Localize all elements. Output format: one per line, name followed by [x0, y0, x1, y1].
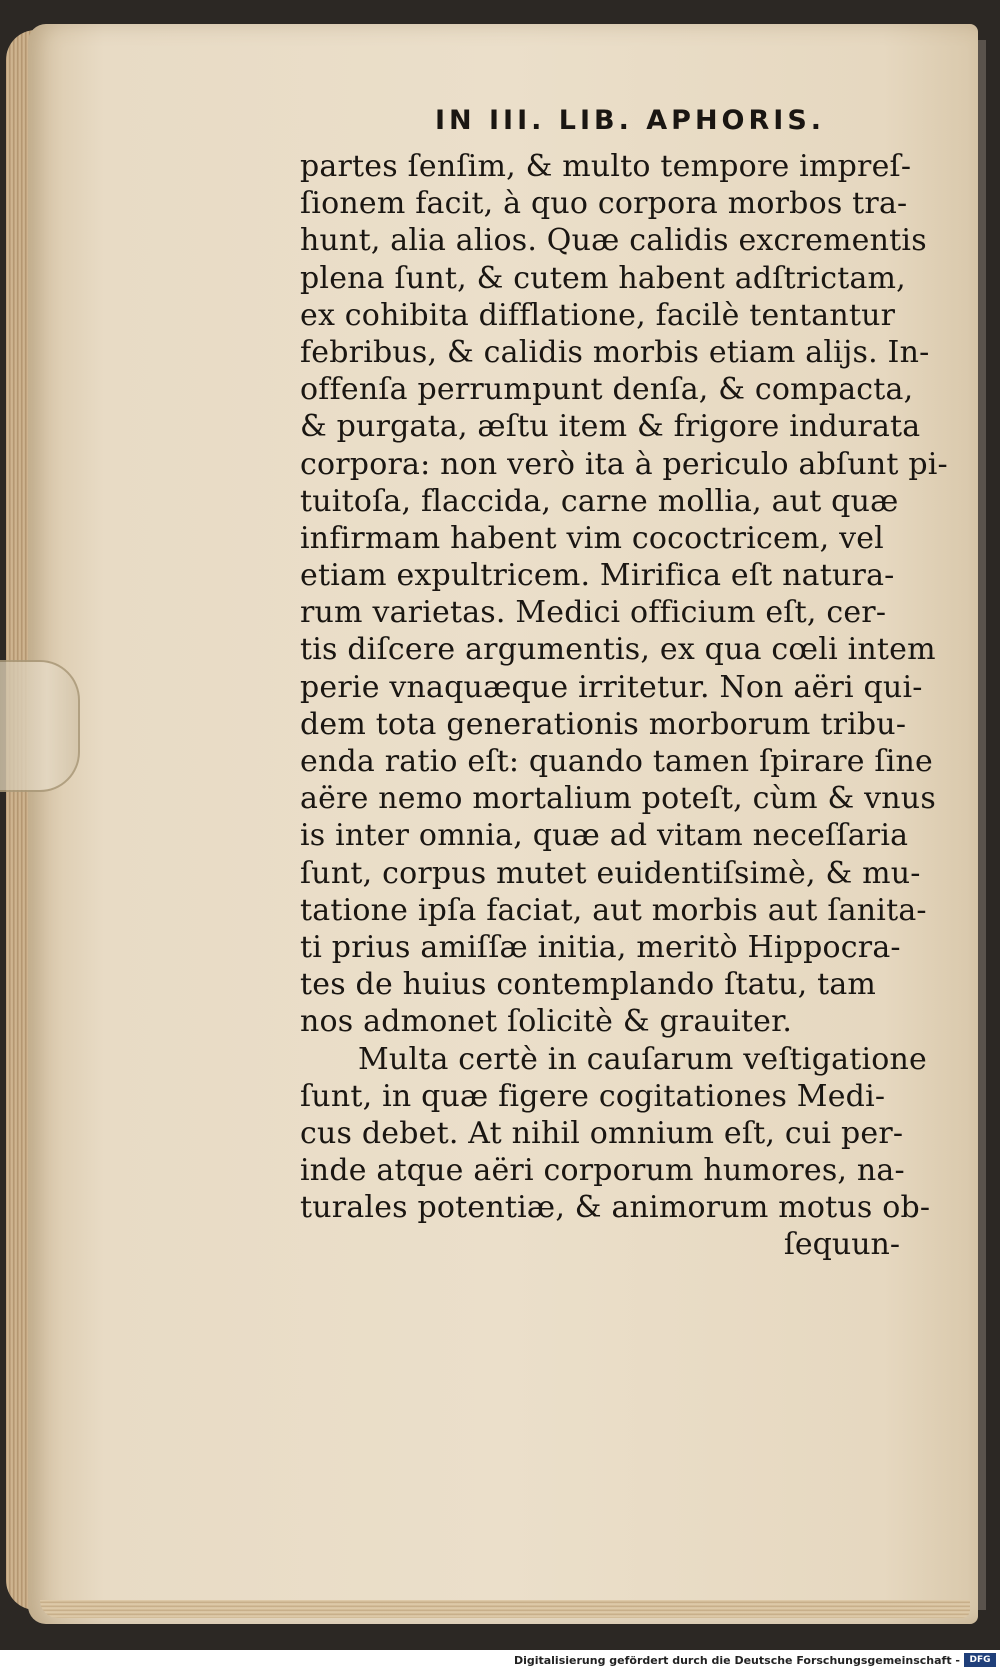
text-line: offenſa perrumpunt denſa, & compacta, [300, 372, 914, 408]
text-line: aëre nemo mortalium poteſt, cùm & vnus [300, 781, 936, 817]
text-line: ſionem facit, à quo corpora morbos tra- [300, 186, 908, 222]
text-line: & purgata, æſtu item & frigore indurata [300, 409, 921, 445]
text-line: is inter omnia, quæ ad vitam neceſſaria [300, 818, 909, 854]
text-line: infirmam habent vim cococtricem, vel [300, 520, 884, 556]
text-line: tuitoſa, flaccida, carne mollia, aut quæ [300, 483, 899, 519]
footer-bar [0, 1650, 1000, 1672]
paragraph-2 [300, 1041, 931, 1227]
dfg-logo: DFG [964, 1653, 996, 1667]
paragraph-1 [300, 148, 948, 1041]
catchword: ſequun- [783, 1227, 900, 1263]
page-text [300, 100, 948, 1264]
text-line: perie vnaquæque irritetur. Non aëri qui- [300, 669, 923, 705]
text-line: plena ſunt, & cutem habent adſtrictam, [300, 260, 906, 296]
text-line: Multa certè in cauſarum veſtigatione [358, 1041, 927, 1077]
text-line: ſunt, corpus mutet euidentiſsimè, & mu- [300, 855, 921, 891]
book-clasp [0, 660, 80, 792]
running-head: IN III. LIB. APHORIS. [434, 105, 826, 136]
page-edge-bottom [40, 1600, 970, 1618]
text-line: ti prius amiſſæ initia, meritò Hippocra- [300, 929, 901, 965]
text-line: enda ratio eſt: quando tamen ſpirare ſine [300, 744, 933, 779]
text-line: rum varietas. Medici officium eſt, cer- [300, 595, 887, 631]
footer-credit: Digitalisierung gefördert durch die Deutsche Forschungsgemeinschaft - [513, 1654, 960, 1667]
text-line: ex cohibita difflatione, facilè tentantur [300, 297, 896, 333]
text-line: partes ſenſim, & multo tempore impreſ- [300, 149, 912, 184]
text-line: ſunt, in quæ figere cogitationes Medi- [300, 1078, 886, 1114]
text-line: hunt, alia alios. Quæ calidis excrementis [300, 223, 927, 259]
text-line: turales potentiæ, & animorum motus ob- [300, 1190, 931, 1226]
text-line: nos admonet ſolicitè & grauiter. [300, 1004, 793, 1040]
text-line: etiam expultricem. Mirifica eſt natura- [300, 558, 895, 594]
text-line: dem tota generationis morborum tribu- [300, 706, 907, 742]
text-line: tes de huius contemplando ſtatu, tam [300, 967, 877, 1003]
text-line: tis diſcere argumentis, ex qua cœli intem [300, 632, 936, 668]
text-line: cus debet. At nihil omnium eſt, cui per- [300, 1115, 904, 1151]
text-line: corpora: non verò ita à periculo abſunt pi- [300, 446, 948, 482]
text-line: tatione ipſa faciat, aut morbis aut ſanita- [300, 892, 927, 928]
text-line: inde atque aëri corporum humores, na- [300, 1153, 905, 1189]
text-line: febribus, & calidis morbis etiam alijs. In- [300, 334, 930, 370]
